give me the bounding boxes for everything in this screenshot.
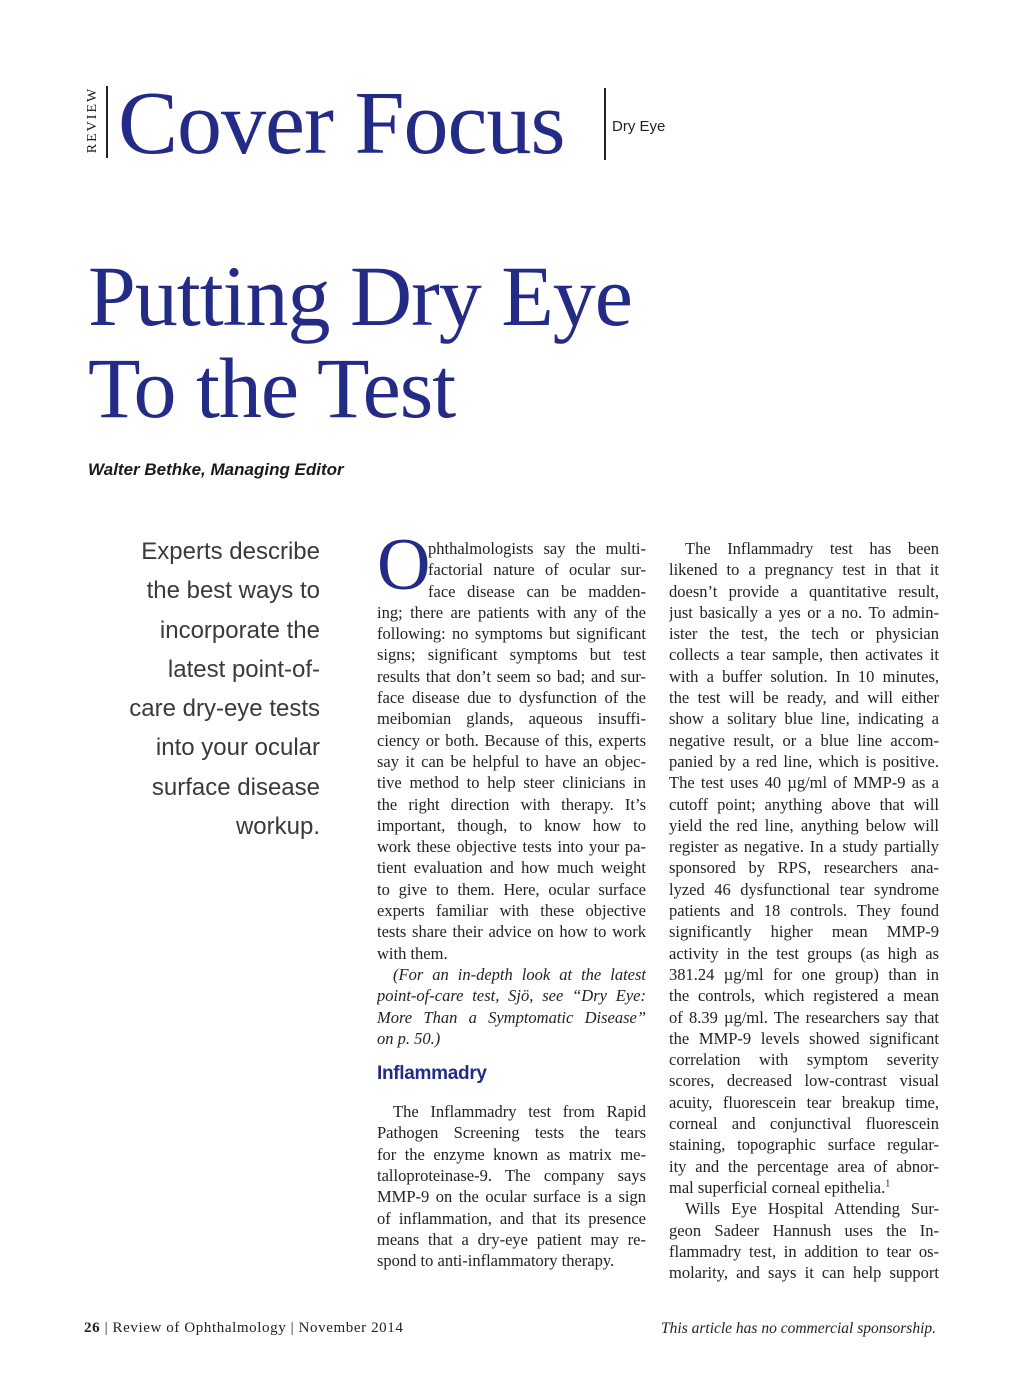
body-line: scores, decreased low-contrast visual [669,1071,939,1091]
header-divider [106,86,108,158]
issue-date: November 2014 [298,1320,404,1336]
deck-line: workup. [235,813,320,841]
body-line: lyzed 46 dysfunctional tear syndrome [669,879,939,899]
body-line: The test uses 40 µg/ml of MMP-9 as a [669,773,939,793]
body-line: the right direction with therapy. It’s [377,794,646,814]
body-line: results that don’t seem so bad; and sur- [377,666,646,686]
review-label-text: REVIEW [85,86,100,154]
deck-line: Experts describe [141,538,320,565]
subhead: Inflammadry [377,1063,487,1085]
body-line: yield the red line, anything below will [669,815,939,835]
folio-divider: | [290,1320,299,1336]
publication-name: Review of Ophthalmology [112,1320,287,1336]
body-line: corneal and conjunctival fluorescein [669,1114,939,1134]
title-line: To the Test [88,340,456,436]
body-line: ister the test, the tech or physician [669,624,939,644]
body-line: of inflammation, and that its presence [377,1208,646,1228]
body-line: sponsored by RPS, researchers ana- [669,858,939,878]
body-line-italic: More Than a Symptomatic Disease” [377,1007,646,1027]
body-line: mal superficial corneal epithelia.$^1$ [669,1177,891,1197]
body-line: cutoff point; anything above that will [669,794,939,814]
footer-folio [84,1320,403,1337]
body-column-right [669,538,939,1283]
body-line: MMP-9 on the ocular surface is a sign [377,1187,646,1207]
body-line: signs; significant symptoms but test [377,645,646,665]
body-line: spond to anti-inflammatory therapy. [377,1251,615,1271]
deck-line: the best ways to [146,577,320,605]
body-line: ciency or both. Because of this, experts [377,730,646,750]
body-line: tests share their advice on how to work [377,922,646,942]
body-line: say it can be helpful to have an objec- [377,751,646,771]
review-vertical-label [84,82,102,160]
body-line: the MMP-9 levels showed significant [669,1028,939,1048]
body-line: of 8.39 µg/ml. The researchers say that [669,1007,939,1027]
body-line: significantly higher mean MMP-9 [669,922,939,942]
body-line: experts familiar with these objective [377,901,646,921]
body-line: work these objective tests into your pa- [377,837,646,857]
drop-cap: O [377,524,431,606]
byline: Walter Bethke, Managing Editor [88,460,344,479]
section-title: Cover Focus [118,74,565,173]
body-line: tive method to help steer clinicians in [377,773,646,793]
body-line: geon Sadeer Hannush uses the In- [669,1220,939,1240]
body-line: phthalmologists say the multi- [428,539,646,558]
deck-line: care dry-eye tests [129,695,320,723]
body-line: the test will be ready, and will either [669,688,939,708]
body-line: the controls, which registered a mean [669,986,939,1006]
deck-line: latest point-of- [167,655,320,683]
body-line: panied by a red line, which is positive. [669,751,939,771]
body-line-italic: (For an in-depth look at the latest [393,964,646,984]
body-line: acuity, fluorescein tear breakup time, [669,1092,939,1112]
body-line: just basically a yes or a no. To admin- [669,602,939,622]
body-line: collects a tear sample, then activates it [669,645,939,665]
page-number: 26 [84,1320,101,1336]
body-line: 381.24 µg/ml for one group) than in [669,964,939,984]
body-line: meibomian glands, aqueous insuffi- [377,709,646,729]
body-line: Wills Eye Hospital Attending Sur- [685,1199,939,1219]
folio-divider: | [104,1320,113,1336]
deck-line: into your ocular [155,734,320,762]
body-line: factorial nature of ocular sur- [428,560,646,580]
body-line: following: no symptoms but significant [377,624,646,644]
header-divider [604,88,606,160]
footnote-marker: 1 [885,1178,891,1190]
body-line: face disease due to dysfunction of the [377,688,646,708]
sponsorship-note: This article has no commercial sponsorship. [661,1320,936,1337]
body-line: The Inflammadry test has been [685,539,939,558]
body-line: likened to a pregnancy test in that it [669,560,939,580]
body-line: register as negative. In a study partially [669,837,939,857]
deck-text [110,532,320,846]
body-line: molarity, and says it can help support [669,1263,939,1283]
body-line: with them. [377,943,448,963]
body-line: face disease can be madden- [428,581,646,601]
body-line: means that a dry-eye patient may re- [377,1229,646,1249]
body-line: activity in the test groups (as high as [669,943,939,963]
body-line: talloproteinase-9. The company says [377,1166,646,1186]
body-line: correlation with symptom severity [669,1050,939,1070]
deck-line: surface disease [151,773,320,801]
body-line: to give to them. Here, ocular surface [377,879,646,899]
body-line: show a solitary blue line, indicating a [669,709,939,729]
body-line: flammadry test, in addition to tear os- [669,1241,939,1261]
body-line: patients and 18 controls. They found [669,901,939,921]
body-column-left [377,538,646,1272]
body-line: with a buffer solution. In 10 minutes, [669,666,939,686]
body-line: negative result, or a blue line accom- [669,730,939,750]
body-line: for the enzyme known as matrix me- [377,1144,646,1164]
deck-line: incorporate the [159,616,320,644]
body-line: staining, topographic surface regular- [669,1135,939,1155]
body-line-italic: on p. 50.) [377,1028,441,1048]
body-line: important, though, to know how to [377,815,646,835]
article-title [88,250,632,434]
body-line: Pathogen Screening tests the tears [377,1123,646,1143]
body-line-italic: point-of-care test, Sjö, see “Dry Eye: [377,986,646,1006]
body-line: The Inflammadry test from Rapid [393,1102,646,1122]
body-line: ity and the percentage area of abnor- [669,1156,939,1176]
body-line: doesn’t provide a quantitative result, [669,581,939,601]
body-line: ing; there are patients with any of the [377,602,646,622]
title-line: Putting Dry Eye [88,248,632,344]
body-line: tient evaluation and how much weight [377,858,646,878]
section-tag: Dry Eye [612,118,666,135]
